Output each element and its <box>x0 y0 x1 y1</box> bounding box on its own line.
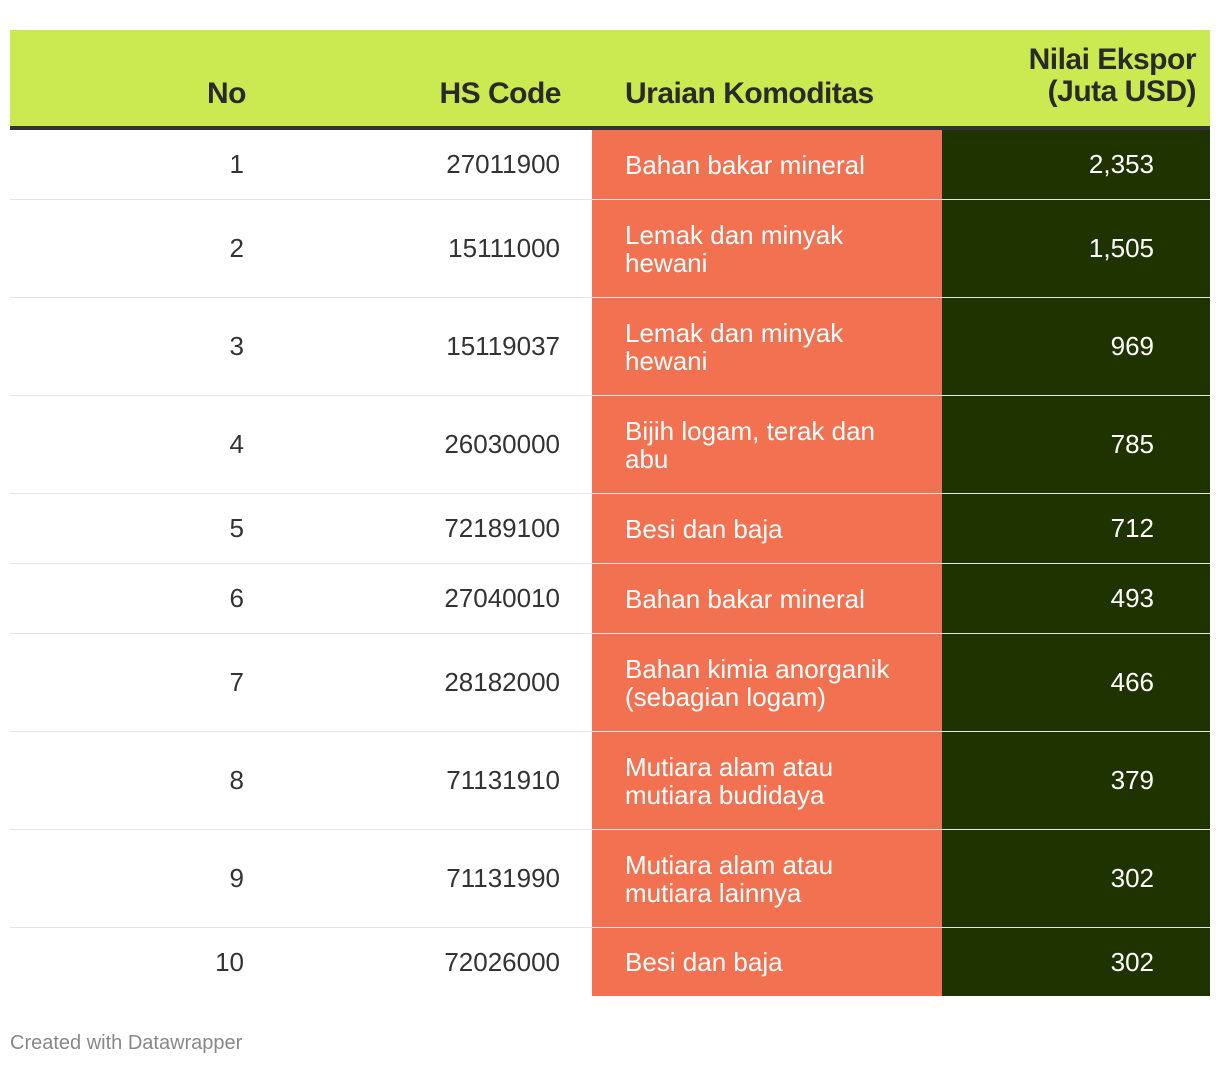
cell-nilai-ekspor: 2,353 <box>1088 149 1154 179</box>
cell-no: 10 <box>215 946 244 977</box>
cell-uraian-komoditas: Bahan kimia anorganik (sebagian logam) <box>625 653 890 712</box>
table-row <box>10 564 1210 634</box>
cell-no: 4 <box>229 429 244 459</box>
header-nilai-ekspor[interactable] <box>942 44 1196 108</box>
table-row <box>10 732 1210 830</box>
table-row <box>10 396 1210 494</box>
table-header <box>10 30 1210 130</box>
table-row <box>10 298 1210 396</box>
cell-uraian-komoditas: Besi dan baja <box>625 513 783 544</box>
cell-uraian-komoditas: Besi dan baja <box>625 947 783 977</box>
cell-hs-code: 28182000 <box>444 667 560 697</box>
cell-hs-code: 15119037 <box>446 331 560 361</box>
header-uraian-komoditas[interactable]: Uraian Komoditas <box>625 77 874 110</box>
cell-hs-code: 27040010 <box>444 583 560 613</box>
table-row <box>10 494 1210 564</box>
cell-nilai-ekspor: 379 <box>1110 765 1154 795</box>
cell-hs-code: 72026000 <box>444 946 560 977</box>
cell-no: 1 <box>229 149 244 179</box>
table-body <box>10 130 1210 996</box>
cell-uraian-komoditas: Mutiara alam atau mutiara budidaya <box>625 751 834 810</box>
table-row <box>10 928 1210 996</box>
data-table <box>10 30 1210 996</box>
cell-nilai-ekspor: 302 <box>1110 946 1154 977</box>
cell-nilai-ekspor: 302 <box>1110 863 1154 893</box>
cell-no: 3 <box>229 331 244 361</box>
cell-hs-code: 15111000 <box>448 233 560 263</box>
cell-no: 2 <box>229 233 244 263</box>
cell-uraian-komoditas: Bahan bakar mineral <box>625 149 865 180</box>
cell-nilai-ekspor: 466 <box>1110 667 1154 697</box>
cell-nilai-ekspor: 969 <box>1110 331 1154 361</box>
table-row <box>10 200 1210 298</box>
cell-no: 7 <box>229 667 244 697</box>
header-nilai-ekspor-line1: Nilai Ekspor <box>1028 43 1196 76</box>
cell-no: 8 <box>229 765 244 795</box>
header-nilai-ekspor-line2: (Juta USD) <box>1047 75 1196 108</box>
cell-uraian-komoditas: Mutiara alam atau mutiara lainnya <box>625 849 834 908</box>
cell-hs-code: 26030000 <box>444 429 560 459</box>
cell-uraian-komoditas: Bahan bakar mineral <box>625 583 865 614</box>
cell-nilai-ekspor: 785 <box>1110 429 1154 459</box>
cell-nilai-ekspor: 712 <box>1110 513 1154 543</box>
cell-uraian-komoditas: Lemak dan minyak hewani <box>625 219 844 278</box>
cell-uraian-komoditas: Bijih logam, terak dan abu <box>625 415 876 474</box>
cell-hs-code: 71131990 <box>446 863 560 893</box>
cell-hs-code: 72189100 <box>444 513 560 543</box>
table-row <box>10 634 1210 732</box>
cell-no: 5 <box>229 513 244 543</box>
table-row <box>10 830 1210 928</box>
cell-no: 9 <box>229 863 244 893</box>
header-hs-code[interactable]: HS Code <box>439 77 561 110</box>
table-row <box>10 130 1210 200</box>
cell-no: 6 <box>229 583 244 613</box>
header-no[interactable]: No <box>207 77 246 110</box>
cell-nilai-ekspor: 493 <box>1110 583 1154 613</box>
cell-nilai-ekspor: 1,505 <box>1088 233 1154 263</box>
datawrapper-credit: Created with Datawrapper <box>10 1032 243 1054</box>
cell-hs-code: 27011900 <box>446 149 560 179</box>
cell-uraian-komoditas: Lemak dan minyak hewani <box>625 317 844 376</box>
cell-hs-code: 71131910 <box>446 765 560 795</box>
